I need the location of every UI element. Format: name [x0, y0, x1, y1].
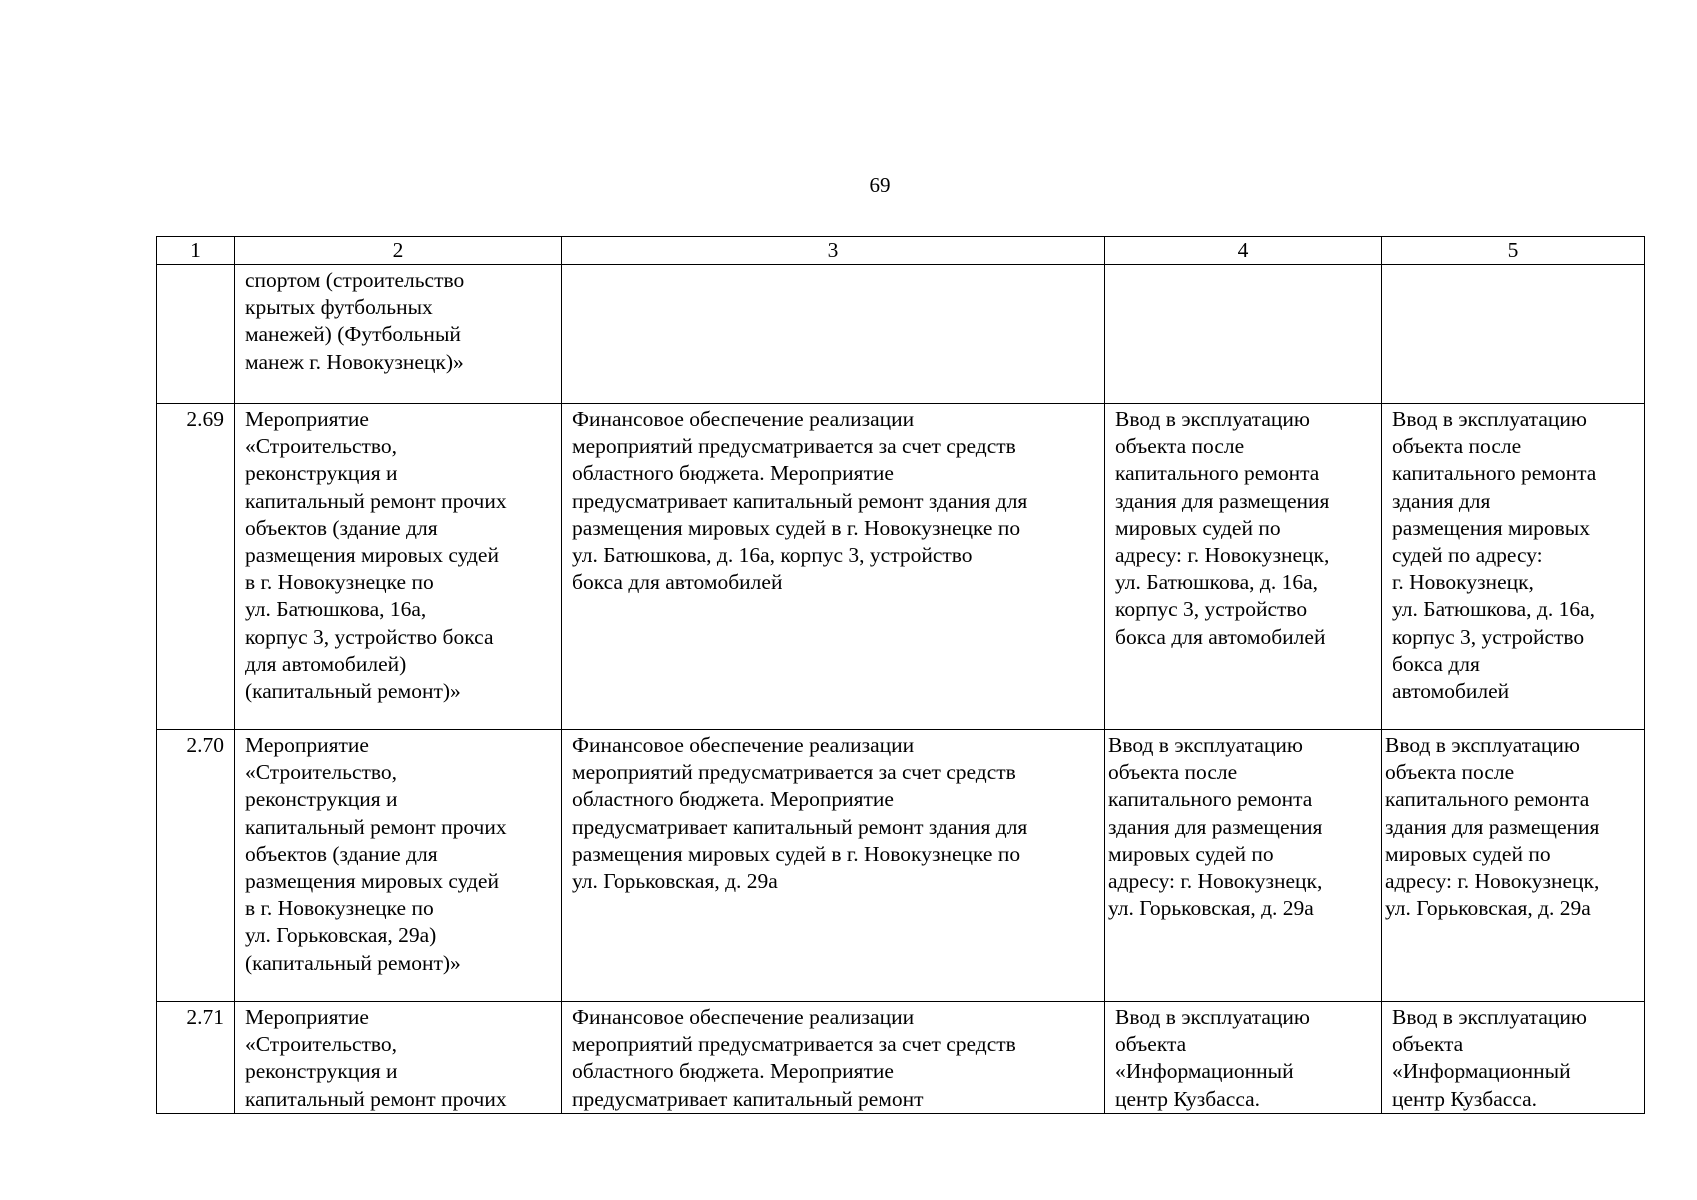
result-text: Ввод в эксплуатацию объекта после капитального ремонта здания для размещения мировых судей по адресу: г. Новокузнецк, ул. Батюшкова, д. 16а, корпус 3, устройство бокса для автомобилей [1392, 407, 1597, 704]
row-number-cell [157, 265, 235, 404]
row-number-cell [157, 730, 235, 1002]
measure-name: Мероприятие «Строительство, реконструкция и капитальный ремонт прочих объектов (здание для размещения мировых судей в г. Новокузнецке по ул. Батюшкова, 16а, корпус 3, устройство бокса для автомобилей) (капитальный ремонт)» [245, 407, 507, 704]
measure-name-cell [235, 404, 562, 730]
measure-name-cell [235, 1002, 562, 1114]
result-cell [1382, 404, 1645, 730]
measure-description: Финансовое обеспечение реализации мероприятий предусматривается за счет средств областного бюджета. Мероприятие предусматривает капитальный ремонт [572, 1005, 1016, 1111]
measures-table [156, 236, 1645, 1114]
result-cell [1105, 1002, 1382, 1114]
row-number: 2.70 [186, 733, 224, 757]
result-text [1382, 265, 1644, 267]
table-row [157, 404, 1645, 730]
column-header: 3 [562, 237, 1105, 265]
measure-description: Финансовое обеспечение реализации мероприятий предусматривается за счет средств областного бюджета. Мероприятие предусматривает капитальный ремонт здания для размещения мировых судей в г. Новокузнецке по ул. Горьковская, д. 29а [572, 733, 1028, 894]
measure-description-cell [562, 730, 1105, 1002]
measure-description-cell [562, 1002, 1105, 1114]
measure-description-cell [562, 265, 1105, 404]
result-cell [1382, 1002, 1645, 1114]
result-text: Ввод в эксплуатацию объекта после капитального ремонта здания для размещения мировых судей по адресу: г. Новокузнецк, ул. Горьковская, д. 29а [1108, 733, 1323, 921]
row-number: 2.71 [186, 1005, 224, 1029]
result-cell [1105, 730, 1382, 1002]
result-text: Ввод в эксплуатацию объекта после капитального ремонта здания для размещения мировых судей по адресу: г. Новокузнецк, ул. Батюшкова, д. 16а, корпус 3, устройство бокса для автомобилей [1115, 407, 1330, 649]
measure-name-cell [235, 265, 562, 404]
result-text: Ввод в эксплуатацию объекта «Информационный центр Кузбасса. [1115, 1005, 1310, 1111]
column-header: 1 [157, 237, 235, 265]
row-number-cell [157, 404, 235, 730]
table-row [157, 730, 1645, 1002]
table-row [157, 1002, 1645, 1114]
result-cell [1105, 404, 1382, 730]
row-number: 2.69 [186, 407, 224, 431]
row-number [157, 265, 234, 267]
column-header: 2 [235, 237, 562, 265]
measure-description-cell [562, 404, 1105, 730]
result-text: Ввод в эксплуатацию объекта «Информационный центр Кузбасса. [1392, 1005, 1587, 1111]
result-cell [1382, 730, 1645, 1002]
measure-description [562, 265, 1104, 267]
column-header: 5 [1382, 237, 1645, 265]
measure-description: Финансовое обеспечение реализации мероприятий предусматривается за счет средств областного бюджета. Мероприятие предусматривает капитальный ремонт здания для размещения мировых судей в г. Новокузнецке по ул. Батюшкова, д. 16а, корпус 3, устройство бокса для автомобилей [572, 407, 1028, 595]
table-header-row [157, 237, 1645, 265]
measure-name: спортом (строительство крытых футбольных манежей) (Футбольный манеж г. Новокузнецк)» [245, 268, 465, 374]
measure-name: Мероприятие «Строительство, реконструкция и капитальный ремонт прочих объектов (здание для размещения мировых судей в г. Новокузнецке по ул. Горьковская, 29а) (капитальный ремонт)» [245, 733, 507, 975]
page-number: 69 [869, 173, 891, 197]
row-number-cell [157, 1002, 235, 1114]
result-cell [1382, 265, 1645, 404]
table-row [157, 265, 1645, 404]
result-cell [1105, 265, 1382, 404]
result-text: Ввод в эксплуатацию объекта после капитального ремонта здания для размещения мировых судей по адресу: г. Новокузнецк, ул. Горьковская, д. 29а [1385, 733, 1600, 921]
measure-name-cell [235, 730, 562, 1002]
column-header: 4 [1105, 237, 1382, 265]
result-text [1105, 265, 1381, 267]
measure-name: Мероприятие «Строительство, реконструкция и капитальный ремонт прочих [245, 1005, 507, 1111]
